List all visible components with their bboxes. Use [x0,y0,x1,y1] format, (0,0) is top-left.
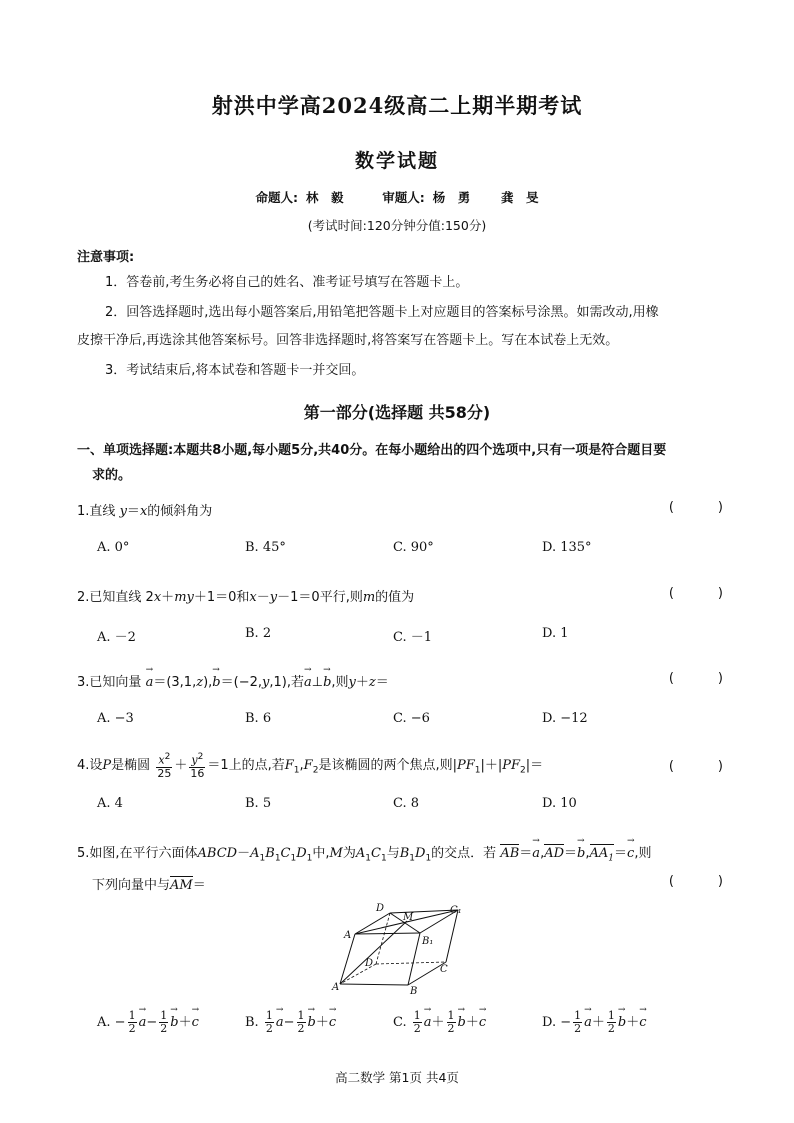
q4-option-a: A. 4 [97,796,123,811]
q1-option-d: D. 135° [542,540,592,555]
question-stem-mid2: 上的点,若 [228,757,285,773]
question-stem-mid2: 为 [342,846,356,861]
section-line-1: 一、单项选择题:本题共8小题,每小题5分,共40分。在每小题给出的四个选项中,只有一项是符合题目要 [77,443,667,458]
q5-option-a: A. − $\frac{1}{2}$ → a− $\frac{1}{2}$ → b＋→ c [97,1010,199,1035]
label-a: A [332,982,340,993]
q4-option-b: B. 5 [245,796,272,811]
q5-option-b: B. $\frac{1}{2}$ → a− $\frac{1}{2}$ → b＋→ c [245,1010,336,1035]
question-2: 2.已知直线 2x＋my＋1＝0和x－y－1＝0平行,则m的值为 ( ) [77,586,723,605]
note-2: 2．回答选择题时,选出每小题答案后,用铅笔把答题卡上对应题目的答案标号涂黑。如需改动,用橡 [105,305,659,320]
q2-option-c: C. －1 [393,630,433,645]
parallelepiped-figure [330,900,470,996]
notes-heading: 注意事项: [77,250,135,265]
question-number: 2. [77,590,90,605]
label-c: C [440,964,448,975]
question-stem: 直线 [89,504,116,519]
label-c1: C₁ [450,905,462,916]
note-3: 3．考试结束后,将本试卷和答题卡一并交回。 [105,363,365,378]
label-b1: B₁ [422,936,434,947]
question-3: 3.已知向量 → a＝(3,1,z),→ b＝(−2,y,1),若→ a⊥→ b,则y＋z＝ ( ) [77,671,723,690]
label-d: D [365,958,374,969]
q3-option-a: A. −3 [97,711,134,726]
note-2-cont: 皮擦干净后,再选涂其他答案标号。回答非选择题时,将答案写在答题卡上。写在本试卷上无效。 [77,333,619,348]
reviewer-name-2: 龚 旻 [500,190,539,205]
label-m: M [403,912,414,923]
label-a1: A [344,930,352,941]
question-stem-mid: 和 [236,590,250,605]
q1-option-b: B. 45° [245,540,286,555]
question-stem-end: 的值为 [375,590,415,605]
question-stem-end: 的倾斜角为 [147,504,213,519]
q4-option-d: D. 10 [542,796,577,811]
question-stem-end: ,则 [331,675,349,690]
question-number: 3. [77,675,90,690]
question-stem-mid3: 与 [386,846,400,861]
question-stem: 已知向量 [89,675,142,690]
q2-option-b: B. 2 [245,626,272,641]
answer-blank: ( ) [668,586,723,601]
answer-blank: ( ) [668,874,723,889]
authors-line [0,188,794,206]
q1-option-a: A. 0° [97,540,130,555]
setter-label: 命题人: [255,190,298,205]
question-stem-mid2: 平行,则 [319,590,363,605]
question-5-line2: 下列向量中与AM＝ ( ) [77,874,723,893]
answer-blank: ( ) [668,671,723,686]
question-stem: 设 [89,757,103,773]
page-footer: 高二数学 第1页 共4页 [335,1070,459,1085]
exam-info: (考试时间:120分钟分值:150分) [307,218,487,233]
question-5: 5.如图,在平行六面体$ABCD-A_1B_1C_1D_1$中,M为$A_1C_1$与$B_1D_1$的交点．若 $AB=\to a,AD=\to b,AA_1=\to c$,则 [77,842,723,864]
question-1: 1.直线 y＝x的倾斜角为 ( ) [77,500,723,519]
section-line-2: 求的。 [92,468,132,483]
label-b: B [410,986,418,996]
question-stem-line2: 下列向量中与 [92,878,171,893]
question-stem-mid: 是椭圆 [111,757,151,773]
q2-option-a: A. －2 [97,630,136,645]
question-stem-mid: ,若 [286,675,304,690]
label-d1: D [376,903,385,914]
question-4: 4.设P是椭圆 $\frac{x^2}{25}$ ＋ $\frac{y^2}{16}$ ＝1上的点,若$F_1,F_2$是该椭圆的两个焦点,则$|PF_1|+|PF_2|=$ ( ) [77,752,723,780]
section-instructions [77,438,723,488]
q4-option-c: C. 8 [393,796,420,811]
question-stem: 已知直线 [89,590,142,605]
question-stem-mid4: 的交点．若 [431,846,497,861]
question-number: 4. [77,757,90,773]
question-stem-mid: 中, [312,846,330,861]
q5-option-c: C. $\frac{1}{2}$ → a＋ $\frac{1}{2}$ → b＋→ c [393,1010,486,1035]
q5-option-d: D. − $\frac{1}{2}$ → a＋ $\frac{1}{2}$ → b＋→ c [542,1010,647,1035]
reviewer-label: 审题人: [382,190,425,205]
exam-title: 射洪中学高2024级高二上期半期考试 [211,93,583,118]
question-number: 1. [77,504,90,519]
setter-name: 林 毅 [306,190,344,205]
question-number: 5. [77,846,90,861]
subject-title: 数学试题 [354,150,439,172]
q2-option-d: D. 1 [542,626,569,641]
question-stem-mid3: 是该椭圆的两个焦点,则 [318,757,453,773]
answer-blank: ( ) [668,759,723,774]
answer-blank: ( ) [668,500,723,515]
question-stem: 如图,在平行六面体 [89,846,198,861]
q3-option-c: C. −6 [393,711,430,726]
q3-option-d: D. −12 [542,711,588,726]
q1-option-c: C. 90° [393,540,434,555]
reviewer-name-1: 杨 勇 [432,190,471,205]
q3-option-b: B. 6 [245,711,272,726]
part-one-title: 第一部分(选择题 共58分) [303,403,491,422]
note-1: 1．答卷前,考生务必将自己的姓名、准考证号填写在答题卡上。 [105,275,469,290]
